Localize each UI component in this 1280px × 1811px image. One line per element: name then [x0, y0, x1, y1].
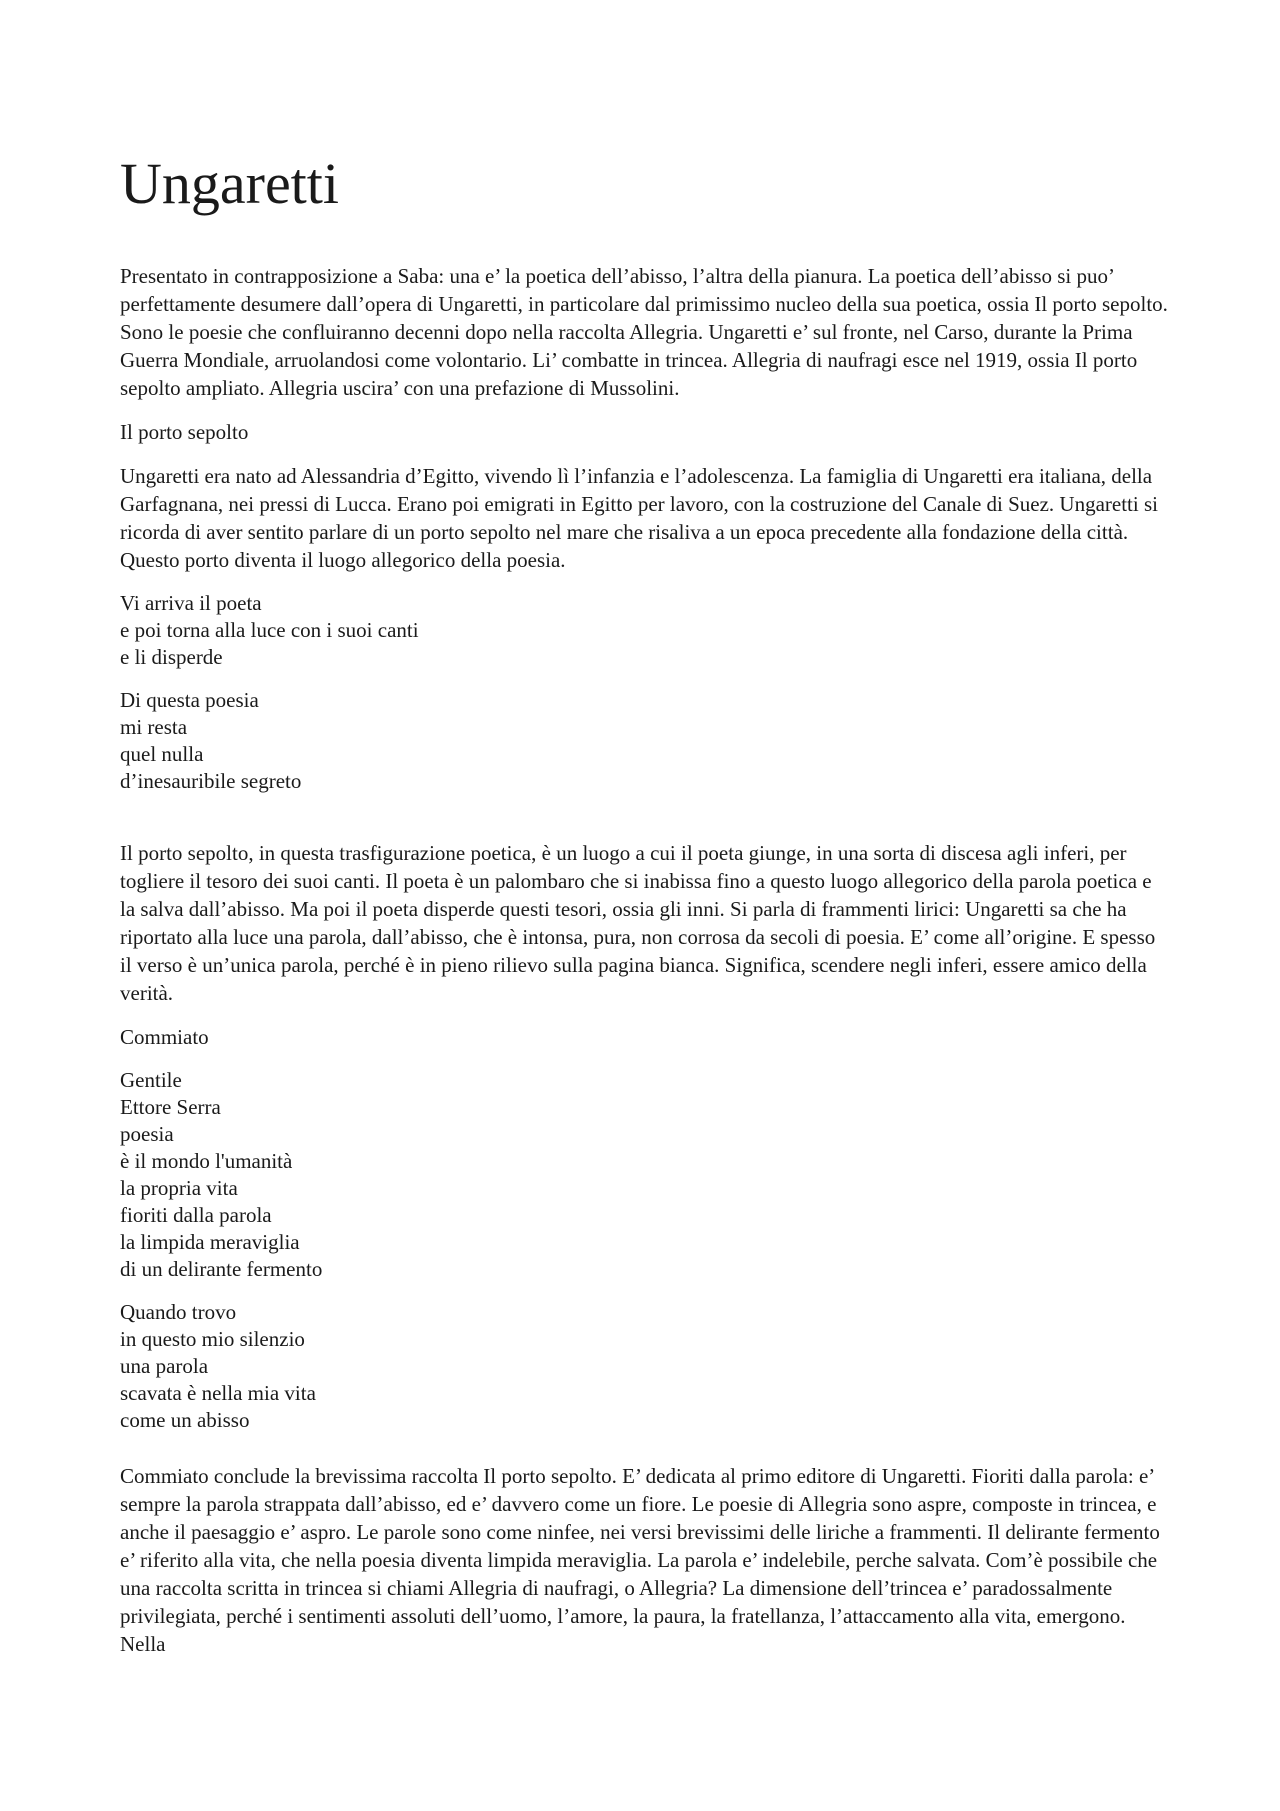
poem-line: Ettore Serra	[120, 1095, 221, 1119]
section-heading-porto-sepolto: Il porto sepolto	[120, 420, 249, 444]
poem-line: come un abisso	[120, 1408, 250, 1432]
intro-paragraph: Presentato in contrapposizione a Saba: una e’ la poetica dell’abisso, l’altra della pianura. La poetica dell’abisso si puo’ perfettamente desumere dall’opera di Ungaretti, in particolare dal primissimo nucleo della sua poetica, ossia Il porto sepolto. Sono le poesie che confluiranno decenni dopo nella raccolta Allegria. Ungaretti e’ sul fronte, nel Carso, durante la Prima Guerra Mondiale, arruolandosi come volontario. Li’ combatte in trincea. Allegria di naufragi esce nel 1919, ossia Il porto sepolto ampliato. Allegria uscira’ con una prefazione di Mussolini.	[120, 264, 1168, 400]
poem-porto-sepolto-stanza-1	[120, 590, 1170, 671]
poem-line: scavata è nella mia vita	[120, 1381, 316, 1405]
paragraph-trasfigurazione: Il porto sepolto, in questa trasfigurazione poetica, è un luogo a cui il poeta giunge, in una sorta di discesa agli inferi, per togliere il tesoro dei suoi canti. Il poeta è un palombaro che si inabissa fino a questo luogo allegorico della parola poetica e la salva dall’abisso. Ma poi il poeta disperde questi tesori, ossia gli inni. Si parla di frammenti lirici: Ungaretti sa che ha riportato alla luce una parola, dall’abisso, che è intonsa, pura, non corrosa da secoli di poesia. E’ come all’origine. E spesso il verso è un’unica parola, perché è in pieno rilievo sulla pagina bianca. Significa, scendere negli inferi, essere amico della verità.	[120, 841, 1156, 1005]
poem-commiato-stanza-1	[120, 1067, 1170, 1283]
poem-commiato-stanza-2	[120, 1299, 1170, 1434]
poem-line: la limpida meraviglia	[120, 1230, 300, 1254]
section-heading-commiato: Commiato	[120, 1025, 209, 1049]
poem-line: Vi arriva il poeta	[120, 591, 262, 615]
poem-line: e li disperde	[120, 645, 223, 669]
poem-line: Di questa poesia	[120, 688, 259, 712]
poem-line: poesia	[120, 1122, 174, 1146]
poem-line: quel nulla	[120, 742, 204, 766]
poem-line: in questo mio silenzio	[120, 1327, 305, 1351]
poem-line: e poi torna alla luce con i suoi canti	[120, 618, 419, 642]
page-title: Ungaretti	[120, 151, 340, 216]
poem-line: fioriti dalla parola	[120, 1203, 272, 1227]
paragraph-alessandria: Ungaretti era nato ad Alessandria d’Egitto, vivendo lì l’infanzia e l’adolescenza. La famiglia di Ungaretti era italiana, della Garfagnana, nei pressi di Lucca. Erano poi emigrati in Egitto per lavoro, con la costruzione del Canale di Suez. Ungaretti si ricorda di aver sentito parlare di un porto sepolto nel mare che risaliva a un epoca precedente alla fondazione della città. Questo porto diventa il luogo allegorico della poesia.	[120, 464, 1158, 572]
poem-line: una parola	[120, 1354, 209, 1378]
poem-line: è il mondo l'umanità	[120, 1149, 293, 1173]
poem-line: Quando trovo	[120, 1300, 237, 1324]
poem-line: di un delirante fermento	[120, 1257, 323, 1281]
poem-line: Gentile	[120, 1068, 182, 1092]
poem-porto-sepolto-stanza-2	[120, 687, 1170, 795]
paragraph-commiato: Commiato conclude la brevissima raccolta Il porto sepolto. E’ dedicata al primo editore di Ungaretti. Fioriti dalla parola: e’ sempre la parola strappata dall’abisso, ed e’ davvero come un fiore. Le poesie di Allegria sono aspre, composte in trincea, e anche il paesaggio e’ aspro. Le parole sono come ninfee, nei versi brevissimi delle liriche a frammenti. Il delirante fermento e’ riferito alla vita, che nella poesia diventa limpida meraviglia. La parola e’ indelebile, perche salvata. Com’è possibile che una raccolta scritta in trincea si chiami Allegria di naufragi, o Allegria? La dimensione dell’trincea e’ paradossalmente privilegiata, perché i sentimenti assoluti dell’uomo, l’amore, la paura, la fratellanza, l’attaccamento alla vita, emergono. Nella	[120, 1464, 1160, 1656]
poem-line: d’inesauribile segreto	[120, 769, 302, 793]
poem-line: mi resta	[120, 715, 188, 739]
document-content	[120, 150, 1170, 1674]
poem-line: la propria vita	[120, 1176, 238, 1200]
